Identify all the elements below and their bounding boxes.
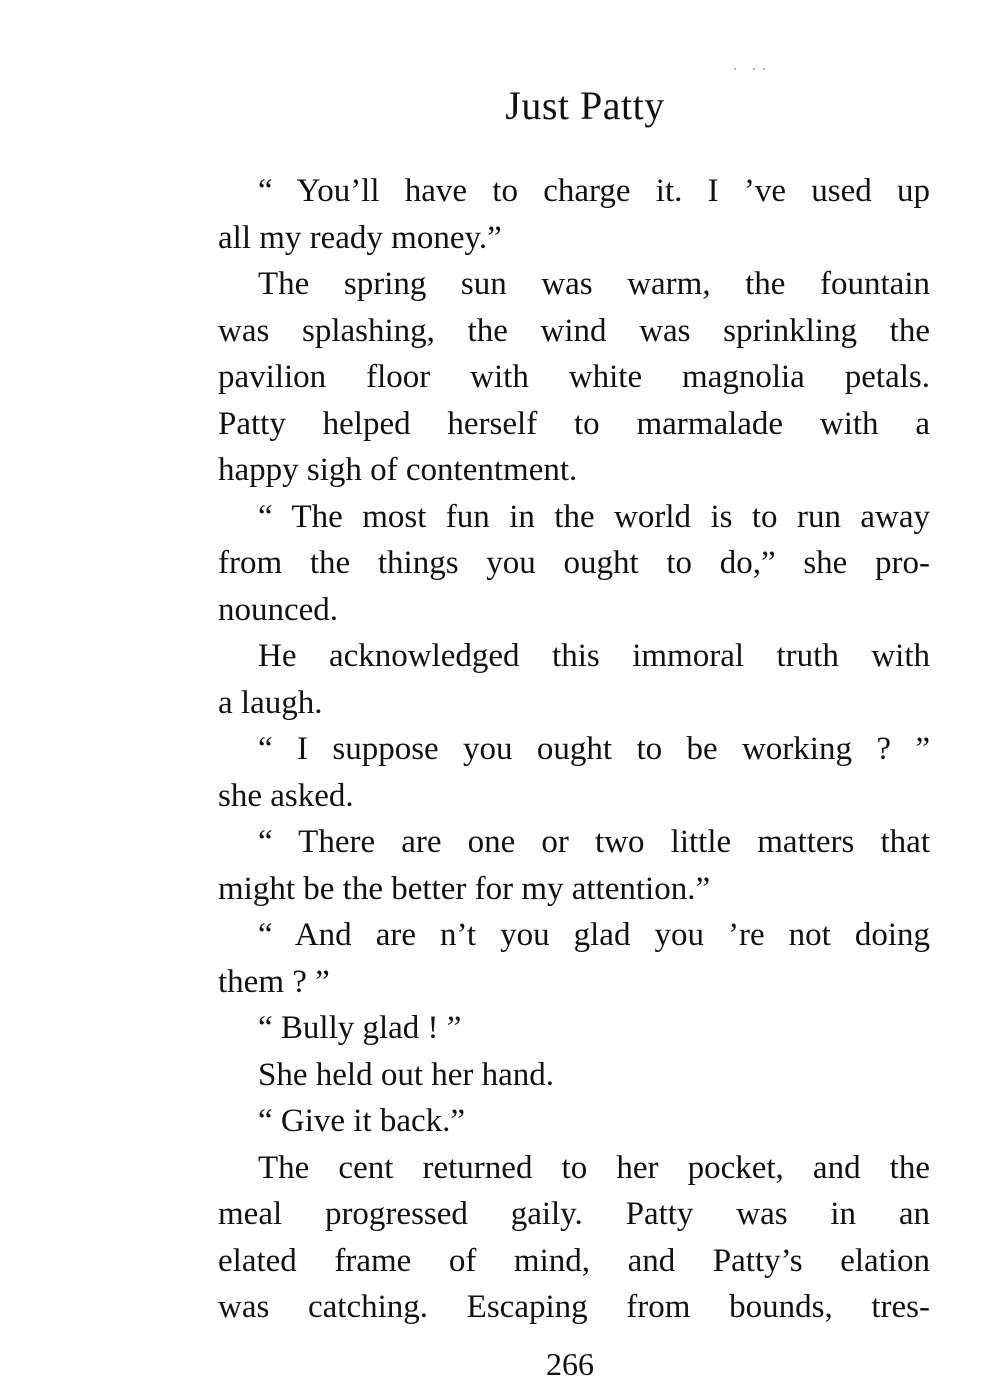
- text-line: “ And are n’t you glad you ’re not doing: [258, 917, 930, 953]
- text-line: nounced.: [218, 591, 339, 628]
- body-text: [218, 168, 930, 1331]
- text-line: from the things you ought to do,” she pro-: [218, 545, 930, 581]
- text-line: Patty helped herself to marmalade with a: [218, 405, 930, 442]
- text-line: was splashing, the wind was sprinkling the: [218, 312, 930, 349]
- text-line: all my ready money.”: [218, 219, 502, 256]
- text-line: pavilion floor with white magnolia petals.: [218, 359, 930, 395]
- text-line: He acknowledged this immoral truth with: [258, 638, 930, 674]
- text-line: “ Give it back.”: [258, 1103, 466, 1139]
- text-line: She held out her hand.: [258, 1056, 555, 1093]
- text-line: was catching. Escaping from bounds, tres-: [218, 1289, 930, 1325]
- text-line: “ The most fun in the world is to run away: [258, 498, 930, 535]
- text-line: “ You’ll have to charge it. I ’ve used up: [258, 173, 930, 209]
- text-line: she asked.: [218, 777, 354, 814]
- text-line: “ There are one or two little matters that: [258, 824, 930, 860]
- text-line: them ? ”: [218, 963, 330, 1000]
- text-line: elated frame of mind, and Patty’s elation: [218, 1242, 930, 1279]
- text-line: happy sigh of contentment.: [218, 452, 578, 488]
- text-line: might be the better for my attention.”: [218, 870, 711, 907]
- text-line: meal progressed gaily. Patty was in an: [218, 1196, 930, 1232]
- text-line: The cent returned to her pocket, and the: [258, 1149, 930, 1186]
- text-line: “ Bully glad ! ”: [258, 1010, 462, 1046]
- text-line: “ I suppose you ought to be working ? ”: [258, 731, 930, 767]
- text-line: The spring sun was warm, the fountain: [258, 266, 930, 302]
- scan-specks: ˴ ˴˴: [733, 60, 772, 74]
- text-line: a laugh.: [218, 684, 323, 721]
- running-head: Just Patty: [505, 83, 665, 128]
- page-number: 266: [546, 1346, 594, 1382]
